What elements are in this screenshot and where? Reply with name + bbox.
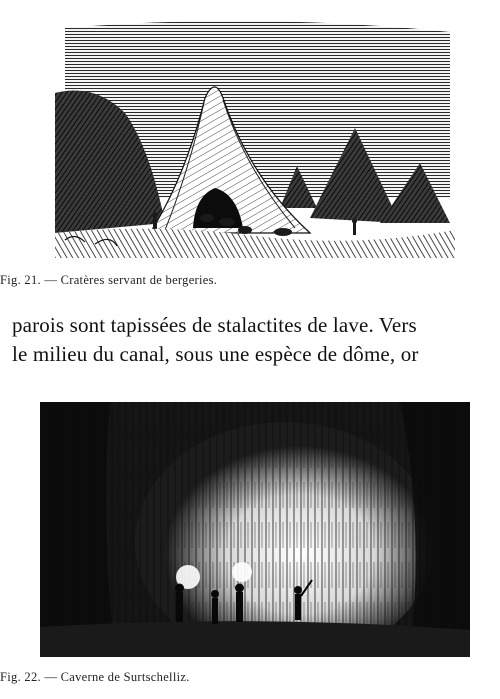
body-text-line-1: parois sont tapissées de stalactites de lave. Vers [12,313,417,337]
cave-engraving-image [40,402,470,657]
body-text-line-2: le milieu du canal, sous une espèce de dôme, or [12,342,419,366]
crater-engraving-image [55,18,455,258]
